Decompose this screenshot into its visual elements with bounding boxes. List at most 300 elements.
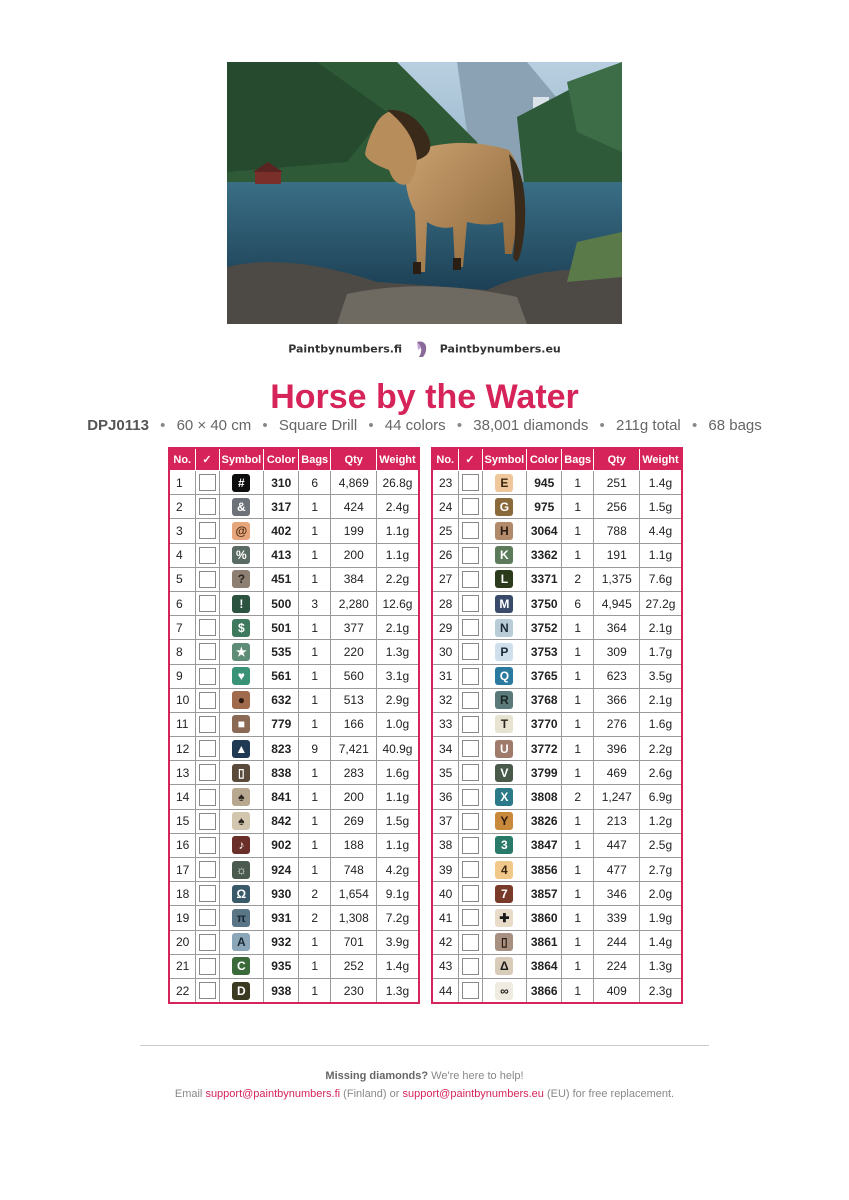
row-checkbox[interactable] (199, 498, 216, 515)
bag-count: 68 bags (708, 417, 762, 434)
row-checkbox[interactable] (199, 885, 216, 902)
symbol-cell (219, 616, 264, 640)
bag-count-cell: 1 (299, 954, 331, 978)
table-row (432, 712, 682, 736)
qty-cell: 409 (594, 978, 640, 1003)
header-qty: Qty (331, 448, 377, 471)
row-checkbox[interactable] (462, 789, 479, 806)
table-row (169, 954, 419, 978)
bag-count-cell: 6 (562, 591, 594, 615)
row-checkbox[interactable] (462, 837, 479, 854)
row-checkbox[interactable] (199, 789, 216, 806)
color-code: 935 (264, 954, 299, 978)
row-number: 12 (169, 737, 195, 761)
table-row (432, 906, 682, 930)
color-code: 3860 (527, 906, 562, 930)
symbol-badge: % (232, 546, 250, 564)
weight-cell: 1.3g (640, 954, 682, 978)
color-legend-table-left (168, 447, 420, 1004)
weight-cell: 2.1g (377, 616, 419, 640)
table-row (169, 471, 419, 495)
bag-count-cell: 1 (562, 761, 594, 785)
weight-cell: 3.5g (640, 664, 682, 688)
row-number: 17 (169, 858, 195, 882)
symbol-badge: ! (232, 595, 250, 613)
weight-cell: 1.1g (377, 785, 419, 809)
row-checkbox[interactable] (462, 619, 479, 636)
table-row (432, 809, 682, 833)
row-number: 43 (432, 954, 458, 978)
table-row (169, 591, 419, 615)
separator-dot: • (691, 417, 698, 434)
brand-line (0, 340, 849, 358)
email-suffix: (EU) for free replacement. (543, 1088, 675, 1100)
symbol-cell (482, 978, 527, 1003)
product-code: DPJ0113 (87, 417, 149, 434)
table-row (169, 785, 419, 809)
bag-count-cell: 2 (562, 567, 594, 591)
weight-cell: 2.3g (640, 978, 682, 1003)
row-checkbox-cell (195, 906, 219, 930)
color-code: 838 (264, 761, 299, 785)
row-number: 20 (169, 930, 195, 954)
table-row (432, 471, 682, 495)
row-checkbox[interactable] (462, 740, 479, 757)
table-row (432, 954, 682, 978)
table-row (432, 664, 682, 688)
symbol-badge: $ (232, 619, 250, 637)
color-code: 500 (264, 591, 299, 615)
qty-cell: 1,654 (331, 882, 377, 906)
symbol-badge: ▯ (495, 933, 513, 951)
row-checkbox[interactable] (199, 619, 216, 636)
qty-cell: 7,421 (331, 737, 377, 761)
bag-count-cell: 1 (299, 930, 331, 954)
weight-cell: 9.1g (377, 882, 419, 906)
bag-count-cell: 1 (299, 833, 331, 857)
bag-count-cell: 1 (299, 519, 331, 543)
symbol-badge: & (232, 498, 250, 516)
weight-cell: 12.6g (377, 591, 419, 615)
table-row (169, 543, 419, 567)
header-weight: Weight (377, 448, 419, 471)
bag-count-cell: 1 (562, 543, 594, 567)
weight-cell: 1.9g (640, 906, 682, 930)
bag-count-cell: 1 (562, 809, 594, 833)
separator-dot: • (456, 417, 463, 434)
symbol-badge: D (232, 982, 250, 1000)
weight-cell: 2.4g (377, 495, 419, 519)
symbol-cell (219, 543, 264, 567)
row-checkbox-cell (195, 761, 219, 785)
color-code: 841 (264, 785, 299, 809)
row-checkbox-cell (458, 785, 482, 809)
symbol-cell (482, 785, 527, 809)
symbol-cell (219, 519, 264, 543)
table-row (169, 712, 419, 736)
row-checkbox[interactable] (199, 571, 216, 588)
weight-cell: 2.2g (377, 567, 419, 591)
product-summary (0, 417, 849, 434)
symbol-cell (219, 833, 264, 857)
color-code: 451 (264, 567, 299, 591)
weight-cell: 1.7g (640, 640, 682, 664)
row-checkbox[interactable] (199, 474, 216, 491)
bag-count-cell: 1 (562, 712, 594, 736)
row-checkbox-cell (458, 906, 482, 930)
symbol-badge: X (495, 788, 513, 806)
row-checkbox-cell (458, 519, 482, 543)
drill-type: Square Drill (278, 417, 358, 434)
color-code: 535 (264, 640, 299, 664)
color-code: 932 (264, 930, 299, 954)
email-prefix: Email (174, 1088, 206, 1100)
weight-cell: 1.1g (377, 543, 419, 567)
bag-count-cell: 1 (562, 664, 594, 688)
color-code: 3856 (527, 858, 562, 882)
row-checkbox[interactable] (199, 909, 216, 926)
bag-count-cell: 1 (299, 495, 331, 519)
row-number: 23 (432, 471, 458, 495)
weight-cell: 6.9g (640, 785, 682, 809)
color-code: 3371 (527, 567, 562, 591)
header-color: Color (527, 448, 562, 471)
row-checkbox[interactable] (199, 595, 216, 612)
weight-cell: 2.1g (640, 688, 682, 712)
row-number: 27 (432, 567, 458, 591)
table-row (169, 858, 419, 882)
row-checkbox[interactable] (462, 958, 479, 975)
bag-count-cell: 6 (299, 471, 331, 495)
symbol-badge: M (495, 595, 513, 613)
row-checkbox-cell (458, 616, 482, 640)
symbol-cell (482, 712, 527, 736)
row-checkbox[interactable] (462, 982, 479, 999)
color-legend-table-right (431, 447, 683, 1004)
row-checkbox[interactable] (199, 547, 216, 564)
weight-cell: 1.6g (377, 761, 419, 785)
row-number: 41 (432, 906, 458, 930)
row-checkbox[interactable] (462, 547, 479, 564)
color-code: 3799 (527, 761, 562, 785)
row-checkbox-cell (458, 495, 482, 519)
symbol-cell (219, 640, 264, 664)
symbol-cell (482, 640, 527, 664)
symbol-cell (482, 471, 527, 495)
symbol-cell (482, 906, 527, 930)
weight-cell: 2.1g (640, 616, 682, 640)
email-link-fi[interactable]: support@paintbynumbers.fi (205, 1088, 341, 1100)
row-checkbox[interactable] (199, 716, 216, 733)
symbol-badge: 4 (495, 861, 513, 879)
symbol-cell (482, 833, 527, 857)
symbol-badge: ? (232, 570, 250, 588)
row-checkbox-cell (195, 712, 219, 736)
symbol-cell (219, 591, 264, 615)
symbol-badge: ▯ (232, 764, 250, 782)
table-row (169, 737, 419, 761)
table-row (169, 567, 419, 591)
row-checkbox[interactable] (462, 692, 479, 709)
color-code: 3753 (527, 640, 562, 664)
row-checkbox-cell (458, 591, 482, 615)
symbol-badge: 7 (495, 885, 513, 903)
separator-dot: • (599, 417, 605, 434)
row-number: 30 (432, 640, 458, 664)
row-checkbox[interactable] (462, 909, 479, 926)
weight-cell: 26.8g (377, 471, 419, 495)
symbol-badge: Y (495, 812, 513, 830)
qty-cell: 1,247 (594, 785, 640, 809)
color-code: 632 (264, 688, 299, 712)
table-row (432, 519, 682, 543)
help-line (0, 1070, 849, 1082)
symbol-cell (219, 954, 264, 978)
bag-count-cell: 2 (299, 882, 331, 906)
row-checkbox-cell (195, 954, 219, 978)
table-row (169, 930, 419, 954)
row-checkbox[interactable] (462, 813, 479, 830)
row-checkbox[interactable] (462, 571, 479, 588)
row-checkbox-cell (195, 471, 219, 495)
separator-dot: • (160, 417, 166, 434)
bag-count-cell: 1 (562, 688, 594, 712)
row-checkbox-cell (195, 519, 219, 543)
symbol-badge: L (495, 570, 513, 588)
color-code: 3847 (527, 833, 562, 857)
row-checkbox-cell (195, 567, 219, 591)
weight-cell: 2.9g (377, 688, 419, 712)
row-checkbox[interactable] (462, 885, 479, 902)
qty-cell: 366 (594, 688, 640, 712)
symbol-badge: @ (232, 522, 250, 540)
row-checkbox[interactable] (199, 837, 216, 854)
bag-count-cell: 1 (562, 737, 594, 761)
table-row (432, 543, 682, 567)
weight-cell: 1.4g (640, 471, 682, 495)
row-checkbox[interactable] (462, 643, 479, 660)
symbol-badge: E (495, 474, 513, 492)
qty-cell: 230 (331, 978, 377, 1003)
color-code: 938 (264, 978, 299, 1003)
qty-cell: 396 (594, 737, 640, 761)
row-checkbox-cell (195, 640, 219, 664)
row-checkbox[interactable] (462, 668, 479, 685)
weight-cell: 1.5g (377, 809, 419, 833)
row-number: 28 (432, 591, 458, 615)
bag-count-cell: 1 (299, 688, 331, 712)
bag-count-cell: 3 (299, 591, 331, 615)
bag-count-cell: 1 (562, 858, 594, 882)
row-checkbox-cell (195, 495, 219, 519)
canvas-size: 60 × 40 cm (176, 417, 252, 434)
row-number: 21 (169, 954, 195, 978)
row-checkbox[interactable] (462, 474, 479, 491)
symbol-badge: V (495, 764, 513, 782)
brand-left: Paintbynumbers.fi (288, 342, 403, 356)
symbol-cell (219, 906, 264, 930)
symbol-cell (482, 882, 527, 906)
symbol-badge: ♠ (232, 788, 250, 806)
bag-count-cell: 1 (562, 978, 594, 1003)
weight-cell: 1.1g (377, 519, 419, 543)
row-checkbox-cell (195, 809, 219, 833)
weight-cell: 1.4g (377, 954, 419, 978)
header-qty: Qty (594, 448, 640, 471)
symbol-badge: ✚ (495, 909, 513, 927)
color-code: 3768 (527, 688, 562, 712)
row-number: 19 (169, 906, 195, 930)
color-code: 413 (264, 543, 299, 567)
table-header-row (169, 448, 419, 471)
table-header-row (432, 448, 682, 471)
row-number: 18 (169, 882, 195, 906)
weight-cell: 1.5g (640, 495, 682, 519)
qty-cell: 447 (594, 833, 640, 857)
row-number: 9 (169, 664, 195, 688)
row-number: 13 (169, 761, 195, 785)
qty-cell: 560 (331, 664, 377, 688)
row-checkbox[interactable] (462, 764, 479, 781)
row-number: 10 (169, 688, 195, 712)
row-checkbox-cell (195, 858, 219, 882)
symbol-cell (482, 616, 527, 640)
symbol-badge: ♪ (232, 836, 250, 854)
weight-cell: 4.2g (377, 858, 419, 882)
bag-count-cell: 1 (299, 543, 331, 567)
symbol-badge: Δ (495, 957, 513, 975)
qty-cell: 384 (331, 567, 377, 591)
row-checkbox-cell (195, 591, 219, 615)
separator-dot: • (262, 417, 268, 434)
row-number: 44 (432, 978, 458, 1003)
brand-logo-icon (414, 340, 428, 358)
symbol-cell (482, 519, 527, 543)
row-checkbox[interactable] (462, 716, 479, 733)
symbol-badge: ∞ (495, 982, 513, 1000)
row-number: 8 (169, 640, 195, 664)
bag-count-cell: 1 (562, 495, 594, 519)
row-checkbox[interactable] (462, 522, 479, 539)
qty-cell: 276 (594, 712, 640, 736)
row-number: 26 (432, 543, 458, 567)
symbol-cell (219, 664, 264, 688)
qty-cell: 200 (331, 785, 377, 809)
qty-cell: 424 (331, 495, 377, 519)
qty-cell: 283 (331, 761, 377, 785)
symbol-badge: N (495, 619, 513, 637)
row-checkbox[interactable] (199, 813, 216, 830)
qty-cell: 623 (594, 664, 640, 688)
qty-cell: 244 (594, 930, 640, 954)
symbol-cell (219, 882, 264, 906)
color-code: 842 (264, 809, 299, 833)
color-code: 3864 (527, 954, 562, 978)
symbol-badge: ▲ (232, 740, 250, 758)
row-checkbox[interactable] (199, 958, 216, 975)
row-checkbox[interactable] (199, 692, 216, 709)
color-code: 3826 (527, 809, 562, 833)
symbol-cell (219, 809, 264, 833)
row-number: 29 (432, 616, 458, 640)
qty-cell: 1,375 (594, 567, 640, 591)
row-checkbox-cell (195, 930, 219, 954)
row-number: 42 (432, 930, 458, 954)
symbol-badge: U (495, 740, 513, 758)
bag-count-cell: 1 (562, 882, 594, 906)
table-row (169, 640, 419, 664)
symbol-cell (219, 471, 264, 495)
symbol-badge: # (232, 474, 250, 492)
table-row (432, 591, 682, 615)
bag-count-cell: 1 (299, 567, 331, 591)
row-checkbox[interactable] (199, 934, 216, 951)
header-color: Color (264, 448, 299, 471)
qty-cell: 269 (331, 809, 377, 833)
table-row (432, 833, 682, 857)
row-number: 36 (432, 785, 458, 809)
bag-count-cell: 1 (299, 712, 331, 736)
bag-count-cell: 1 (299, 640, 331, 664)
bag-count-cell: 1 (299, 978, 331, 1003)
table-row (432, 616, 682, 640)
table-row (432, 930, 682, 954)
table-row (169, 761, 419, 785)
weight-cell: 2.0g (640, 882, 682, 906)
symbol-badge: K (495, 546, 513, 564)
symbol-cell (482, 567, 527, 591)
row-checkbox[interactable] (462, 934, 479, 951)
color-code: 3770 (527, 712, 562, 736)
symbol-badge: P (495, 643, 513, 661)
row-checkbox[interactable] (199, 764, 216, 781)
row-checkbox-cell (458, 664, 482, 688)
color-code: 3857 (527, 882, 562, 906)
qty-cell: 200 (331, 543, 377, 567)
weight-cell: 2.2g (640, 737, 682, 761)
row-number: 15 (169, 809, 195, 833)
row-checkbox-cell (458, 761, 482, 785)
weight-cell: 7.2g (377, 906, 419, 930)
row-checkbox[interactable] (199, 982, 216, 999)
color-code: 902 (264, 833, 299, 857)
row-checkbox[interactable] (199, 861, 216, 878)
bag-count-cell: 9 (299, 737, 331, 761)
symbol-badge: 3 (495, 836, 513, 854)
qty-cell: 477 (594, 858, 640, 882)
row-checkbox[interactable] (199, 643, 216, 660)
row-checkbox[interactable] (462, 498, 479, 515)
row-checkbox[interactable] (462, 595, 479, 612)
symbol-cell (482, 761, 527, 785)
row-checkbox[interactable] (462, 861, 479, 878)
symbol-cell (219, 978, 264, 1003)
row-checkbox[interactable] (199, 522, 216, 539)
row-number: 14 (169, 785, 195, 809)
email-link-eu[interactable]: support@paintbynumbers.eu (402, 1088, 544, 1100)
symbol-cell (482, 543, 527, 567)
weight-cell: 1.3g (377, 978, 419, 1003)
row-checkbox[interactable] (199, 668, 216, 685)
table-row (432, 785, 682, 809)
header-check: ✓ (458, 448, 482, 471)
row-checkbox[interactable] (199, 740, 216, 757)
row-checkbox-cell (458, 712, 482, 736)
color-code: 945 (527, 471, 562, 495)
table-row (432, 761, 682, 785)
symbol-cell (219, 737, 264, 761)
symbol-cell (482, 688, 527, 712)
